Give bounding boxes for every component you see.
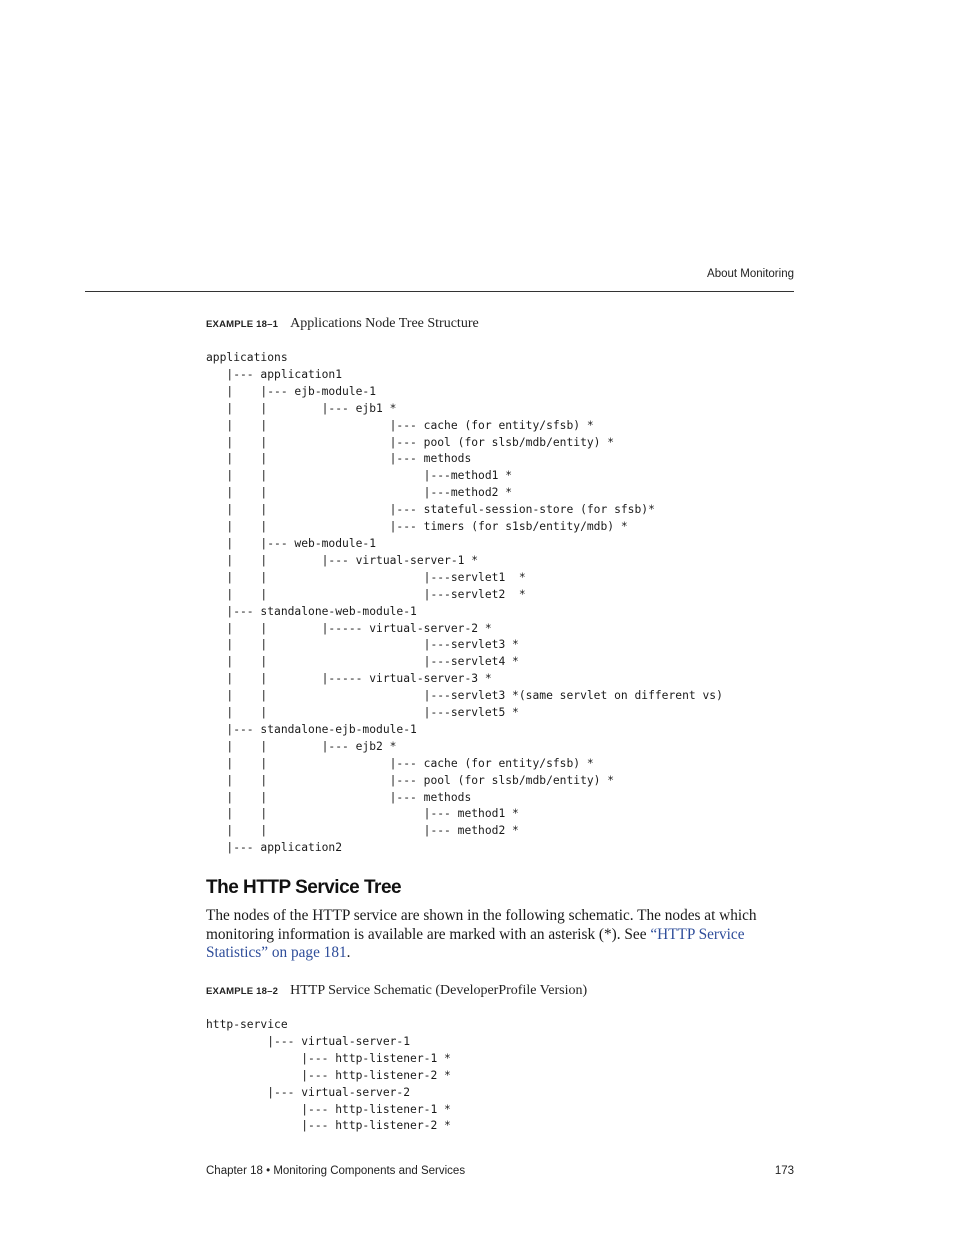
section-paragraph bbox=[206, 907, 766, 963]
example-1-title: Applications Node Tree Structure bbox=[290, 316, 479, 331]
footer-page-number: 173 bbox=[774, 1165, 794, 1177]
example-2-caption bbox=[206, 983, 587, 999]
paragraph-end: . bbox=[346, 944, 351, 962]
section-heading: The HTTP Service Tree bbox=[206, 877, 402, 898]
example-1-label: EXAMPLE 18–1 bbox=[206, 319, 279, 330]
http-service-statistics-link[interactable]: “HTTP Service Statistics” on page 181 bbox=[206, 925, 745, 962]
example-2-title: HTTP Service Schematic (DeveloperProfile Version) bbox=[290, 983, 588, 998]
example-1-caption bbox=[206, 316, 479, 332]
header-divider bbox=[85, 291, 794, 292]
footer-chapter: Chapter 18 • Monitoring Components and Services bbox=[206, 1165, 466, 1177]
paragraph-text: The nodes of the HTTP service are shown in the following schematic. The nodes at which monitoring information is available are marked with an asterisk (*). See bbox=[206, 907, 757, 943]
running-header: About Monitoring bbox=[707, 268, 794, 280]
example-1-code-block: applications |--- application1 | |--- ejb-module-1 | | |--- ejb1 * | | |--- cache (for entity/sfsb) * | | |--- pool (for slsb/mdb/entity) * | | |--- methods | | |---method1 * | | |---method2 * | | |--- stateful-session-store (for sfsb)* | | |--- timers (for s1sb/entity/mdb) * | |--- web-module-1 | | |--- virtual-server-1 * | | |---servlet1 * | | |---servlet2 * |--- standalone-web-module-1 | | |----- virtual-server-2 * | | |---servlet3 * | | |---servlet4 * | | |----- virtual-server-3 * | | |---servlet3 *(same servlet on different vs) | | |---servlet5 * |--- standalone-ejb-module-1 | | |--- ejb2 * | | |--- cache (for entity/sfsb) * | | |--- pool (for slsb/mdb/entity) * | | |--- methods | | |--- method1 * | | |--- method2 * |--- application2 bbox=[206, 351, 723, 855]
example-2-label: EXAMPLE 18–2 bbox=[206, 986, 279, 997]
example-2-code-block: http-service |--- virtual-server-1 |--- http-listener-1 * |--- http-listener-2 * |--- virtual-server-2 |--- http-listener-1 * |--- http-listener-2 * bbox=[206, 1018, 451, 1133]
